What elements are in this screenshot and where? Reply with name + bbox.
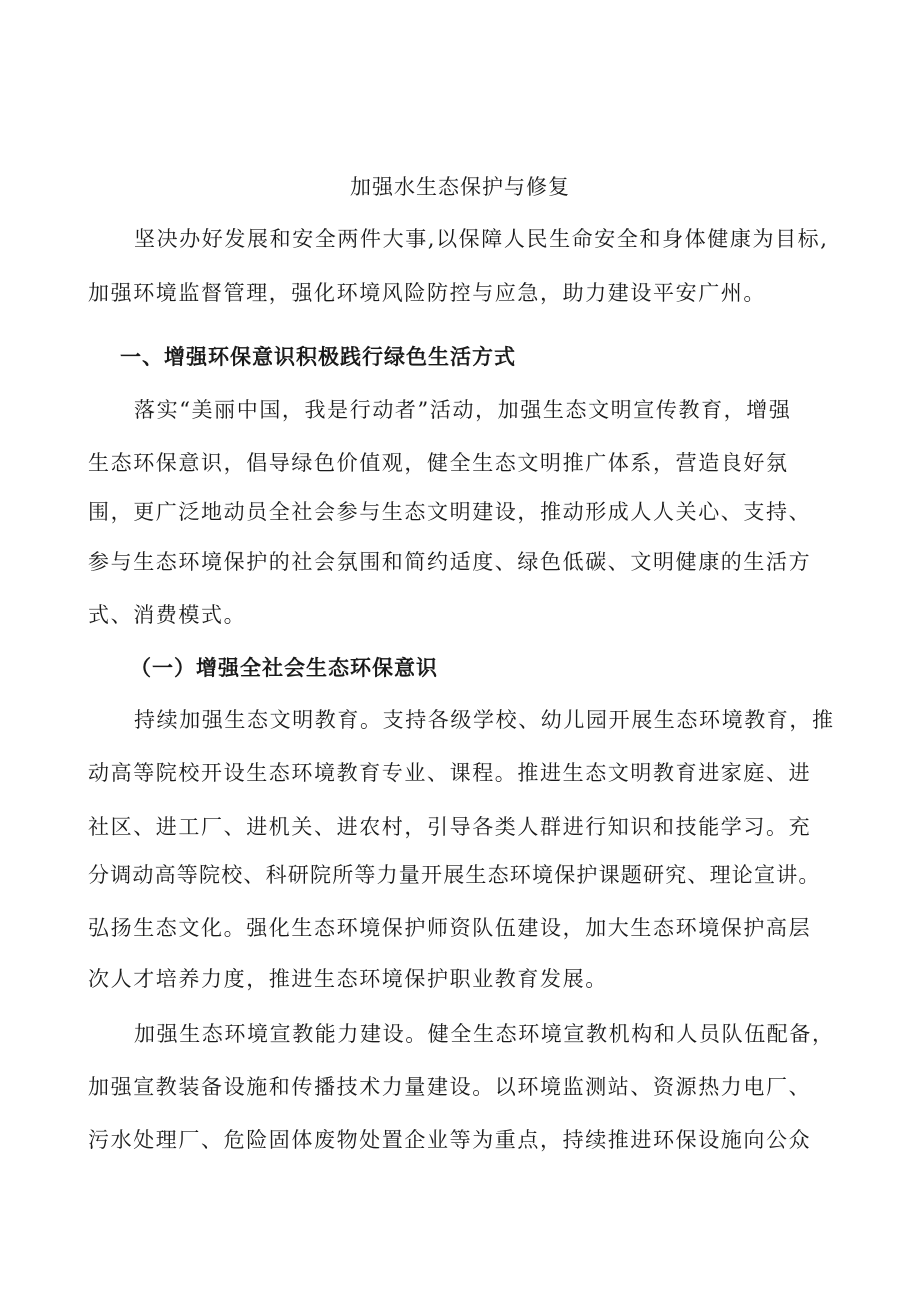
subsection-1-para-2-line-1: 加强生态环境宣教能力建设。健全生态环境宣教机构和人员队伍配备，	[134, 1022, 835, 1046]
intro-line-2: 加强环境监督管理，强化环境风险防控与应急，助力建设平安广州。	[88, 281, 766, 305]
document-title: 加强水生态保护与修复	[350, 175, 570, 199]
subsection-1-para-1-line-4: 分调动高等院校、科研院所等力量开展生态环境保护课题研究、理论宣讲。	[88, 863, 821, 887]
subsection-1-para-2-line-3: 污水处理厂、危险固体废物处置企业等为重点，持续推进环保设施向公众	[88, 1128, 812, 1152]
section-1-line-3: 围，更广泛地动员全社会参与生态文明建设，推动形成人人关心、支持、	[88, 500, 812, 524]
section-1-line-4: 参与生态环境保护的社会氛围和简约适度、绿色低碳、文明健康的生活方	[88, 550, 812, 574]
section-1-line-1: 落实“美丽中国，我是行动者”活动，加强生态文明宣传教育，增强	[134, 398, 792, 422]
section-1-line-2: 生态环保意识，倡导绿色价值观，健全生态文明推广体系，营造良好氛	[88, 451, 789, 475]
intro-line-1: 坚决办好发展和安全两件大事,以保障人民生命安全和身体健康为目标,	[134, 227, 829, 251]
subsection-1-para-1-line-6: 次人才培养力度，推进生态环境保护职业教育发展。	[88, 967, 608, 991]
section-1-line-5: 式、消费模式。	[88, 603, 247, 627]
subsection-1-para-2-line-2: 加强宣教装备设施和传播技术力量建设。以环境监测站、资源热力电厂、	[88, 1075, 812, 1099]
subsection-1-para-1-line-3: 社区、进工厂、进机关、进农村，引导各类人群进行知识和技能学习。充	[88, 815, 812, 839]
subsection-1-para-1-line-5: 弘扬生态文化。强化生态环境保护师资队伍建设，加大生态环境保护高层	[88, 916, 812, 940]
subsection-1-para-1-line-1: 持续加强生态文明教育。支持各级学校、幼儿园开展生态环境教育，推	[134, 708, 835, 732]
subsection-1-para-1-line-2: 动高等院校开设生态环境教育专业、课程。推进生态文明教育进家庭、进	[88, 761, 812, 785]
section-1-heading: 一、增强环保意识积极践行绿色生活方式	[120, 344, 516, 369]
subsection-1-heading: （一）增强全社会生态环保意识	[130, 655, 438, 680]
